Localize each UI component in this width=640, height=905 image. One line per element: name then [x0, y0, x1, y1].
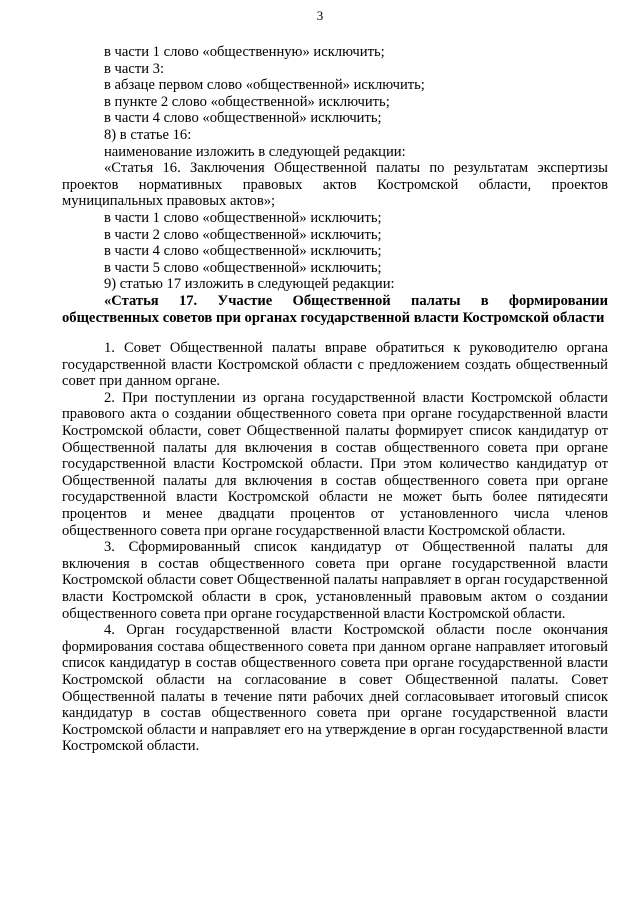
amendment-line: в части 5 слово «общественной» исключить;	[104, 259, 382, 276]
article-17-part-1: 1. Совет Общественной палаты вправе обратиться к руководителю органа государственной власти Костромской области с предложением создать общественный совет при данном органе.	[62, 340, 608, 390]
amendment-line: в части 1 слово «общественную» исключить;	[104, 44, 385, 60]
document-body	[62, 44, 608, 755]
amendment-line: в части 1 слово «общественной» исключить;	[104, 209, 382, 226]
page-number: 3	[316, 8, 324, 23]
article-17-part-4: 4. Орган государственной власти Костромской области после окончания формирования состава общественного совета при данном органе направляет итоговый список кандидатур в состав общественного совета при органе государственной власти Костромской области на согласование в совет Общественной палаты. Совет Общественной палаты в течение пяти рабочих дней согласовывает итоговый список кандидатур в состав общественного совета при органе государственной власти Костромской области и направляет его на утверждение в орган государственной власти Костромской области.	[62, 622, 608, 755]
article-16-title: «Статья 16. Заключения Общественной палаты по результатам экспертизы проектов нормативных правовых актов Костромской области, проектов муниципальных правовых актов»;	[62, 160, 608, 210]
amendment-line: в части 4 слово «общественной» исключить;	[104, 110, 382, 127]
amendment-line: в части 2 слово «общественной» исключить;	[104, 226, 382, 243]
amendment-line: в части 4 слово «общественной» исключить;	[104, 243, 382, 260]
spacer	[62, 326, 608, 340]
amendment-line: в пункте 2 слово «общественной» исключить;	[104, 93, 390, 110]
amendment-item: 8) в статье 16:	[104, 126, 192, 143]
amendment-line: в части 3:	[104, 60, 165, 77]
amendment-line: наименование изложить в следующей редакции:	[104, 143, 406, 160]
article-17-part-3: 3. Сформированный список кандидатур от Общественной палаты для включения в состав общественного совета при органе государственной власти Костромской области совет Общественной палаты направляет в орган государственной власти Костромской области в срок, установленный правовым актом о создании общественного совета при органе государственной власти Костромской области.	[62, 539, 608, 622]
amendment-item: 9) статью 17 изложить в следующей редакции:	[104, 276, 395, 293]
article-17-title: «Статья 17. Участие Общественной палаты в формировании общественных советов при органах государственной власти Костромской области	[62, 292, 608, 326]
amendment-line: в абзаце первом слово «общественной» исключить;	[104, 77, 425, 94]
article-17-part-2: 2. При поступлении из органа государственной власти Костромской области правового акта о создании общественного совета при органе государственной власти Костромской области, совет Общественной палаты формирует список кандидатур от Общественной палаты для включения в состав общественного совета при органе государственной власти Костромской области. При этом количество кандидатур от Общественной палаты для включения в состав общественного совета при органе государственной власти Костромской области не может быть более пятидесяти процентов и менее двадцати процентов от установленного числа членов общественного совета при органе государственной власти Костромской области.	[62, 389, 608, 539]
